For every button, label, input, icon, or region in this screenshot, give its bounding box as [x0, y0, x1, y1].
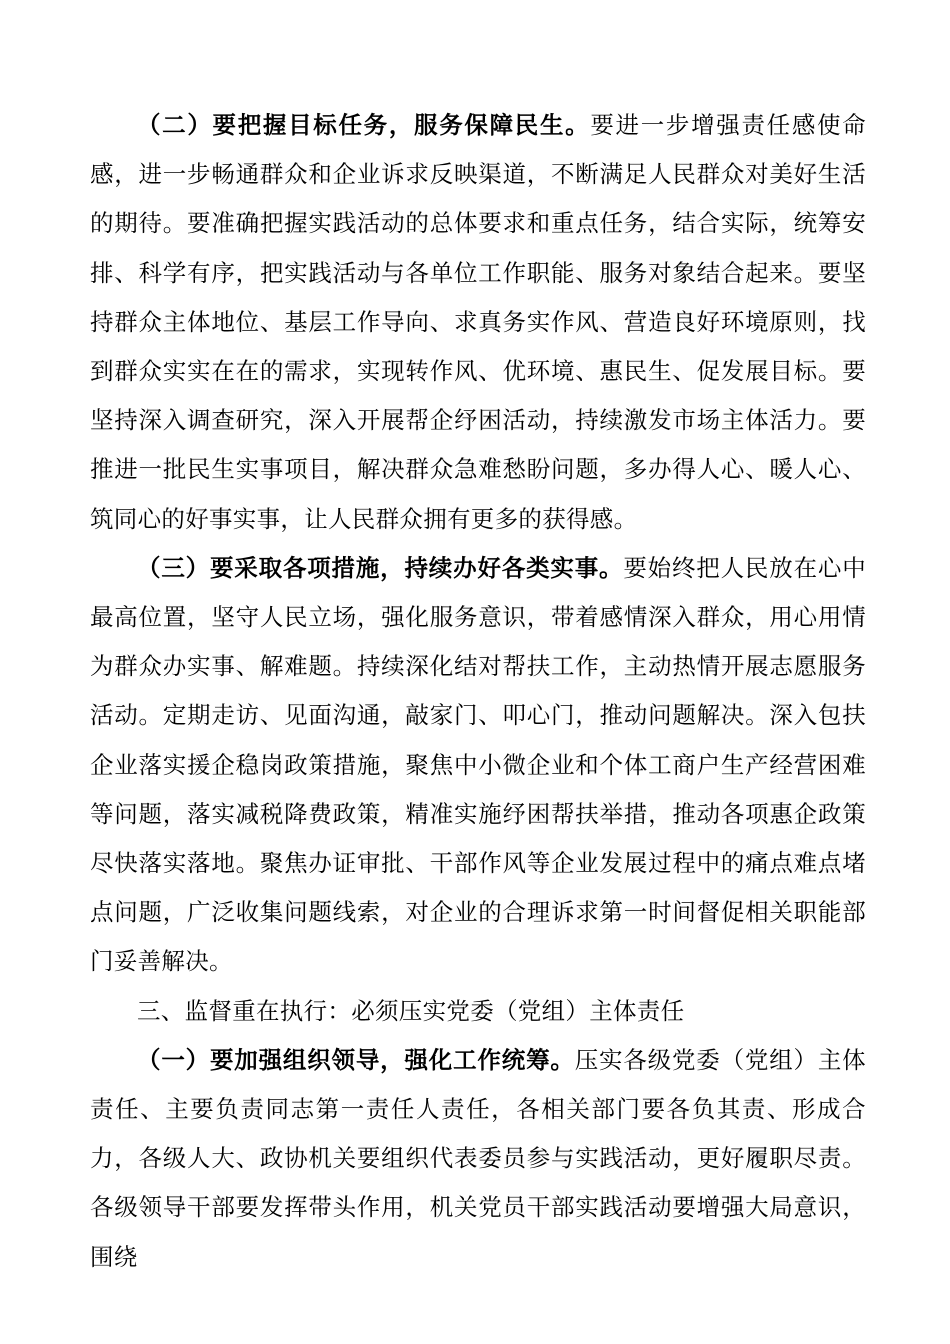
paragraph-section3-1-body: 压实各级党委（党组）主体责任、主要负责同志第一责任人责任，各相关部门要各负其责、形成合力，各级人大、政协机关要组织代表委员参与实践活动，更好履职尽责。各级领导干部要发挥带头作用，机关党员干部实践活动要增强大局意识，围绕 — [90, 1045, 866, 1271]
paragraph-3-lead: （三）要采取各项措施，持续办好各类实事。 — [137, 553, 624, 582]
paragraph-3-body: 要始终把人民放在心中最高位置，坚守人民立场，强化服务意识，带着感情深入群众，用心用情为群众办实事、解难题。持续深化结对帮扶工作，主动热情开展志愿服务活动。定期走访、见面沟通，敲家门、叩心门，推动问题解决。深入包扶企业落实援企稳岗政策措施，聚焦中小微企业和个体工商户生产经营困难等问题，落实减税降费政策，精准实施纾困帮扶举措，推动各项惠企政策尽快落实落地。聚焦办证审批、干部作风等企业发展过程中的痛点难点堵点问题，广泛收集问题线索，对企业的合理诉求第一时间督促相关职能部门妥善解决。 — [90, 553, 866, 976]
paragraph-2-body: 要进一步增强责任感使命感，进一步畅通群众和企业诉求反映渠道，不断满足人民群众对美好生活的期待。要准确把握实践活动的总体要求和重点任务，结合实际，统筹安排、科学有序，把实践活动与各单位工作职能、服务对象结合起来。要坚持群众主体地位、基层工作导向、求真务实作风、营造良好环境原则，找到群众实实在在的需求，实现转作风、优环境、惠民生、促发展目标。要坚持深入调查研究，深入开展帮企纾困活动，持续激发市场主体活力。要推进一批民生实事项目，解决群众急难愁盼问题，多办得人心、暖人心、筑同心的好事实事，让人民群众拥有更多的获得感。 — [90, 111, 866, 533]
paragraph-2-lead: （二）要把握目标任务，服务保障民生。 — [137, 111, 591, 139]
paragraph-section3-1 — [90, 1036, 866, 1282]
paragraph-2 — [90, 101, 866, 544]
paragraph-section3-1-lead: （一）要加强组织领导，强化工作统筹。 — [137, 1045, 575, 1074]
section-heading: 三、监督重在执行：必须压实党委（党组）主体责任 — [137, 996, 685, 1025]
paragraph-3 — [90, 544, 866, 987]
document-page — [90, 101, 866, 1282]
